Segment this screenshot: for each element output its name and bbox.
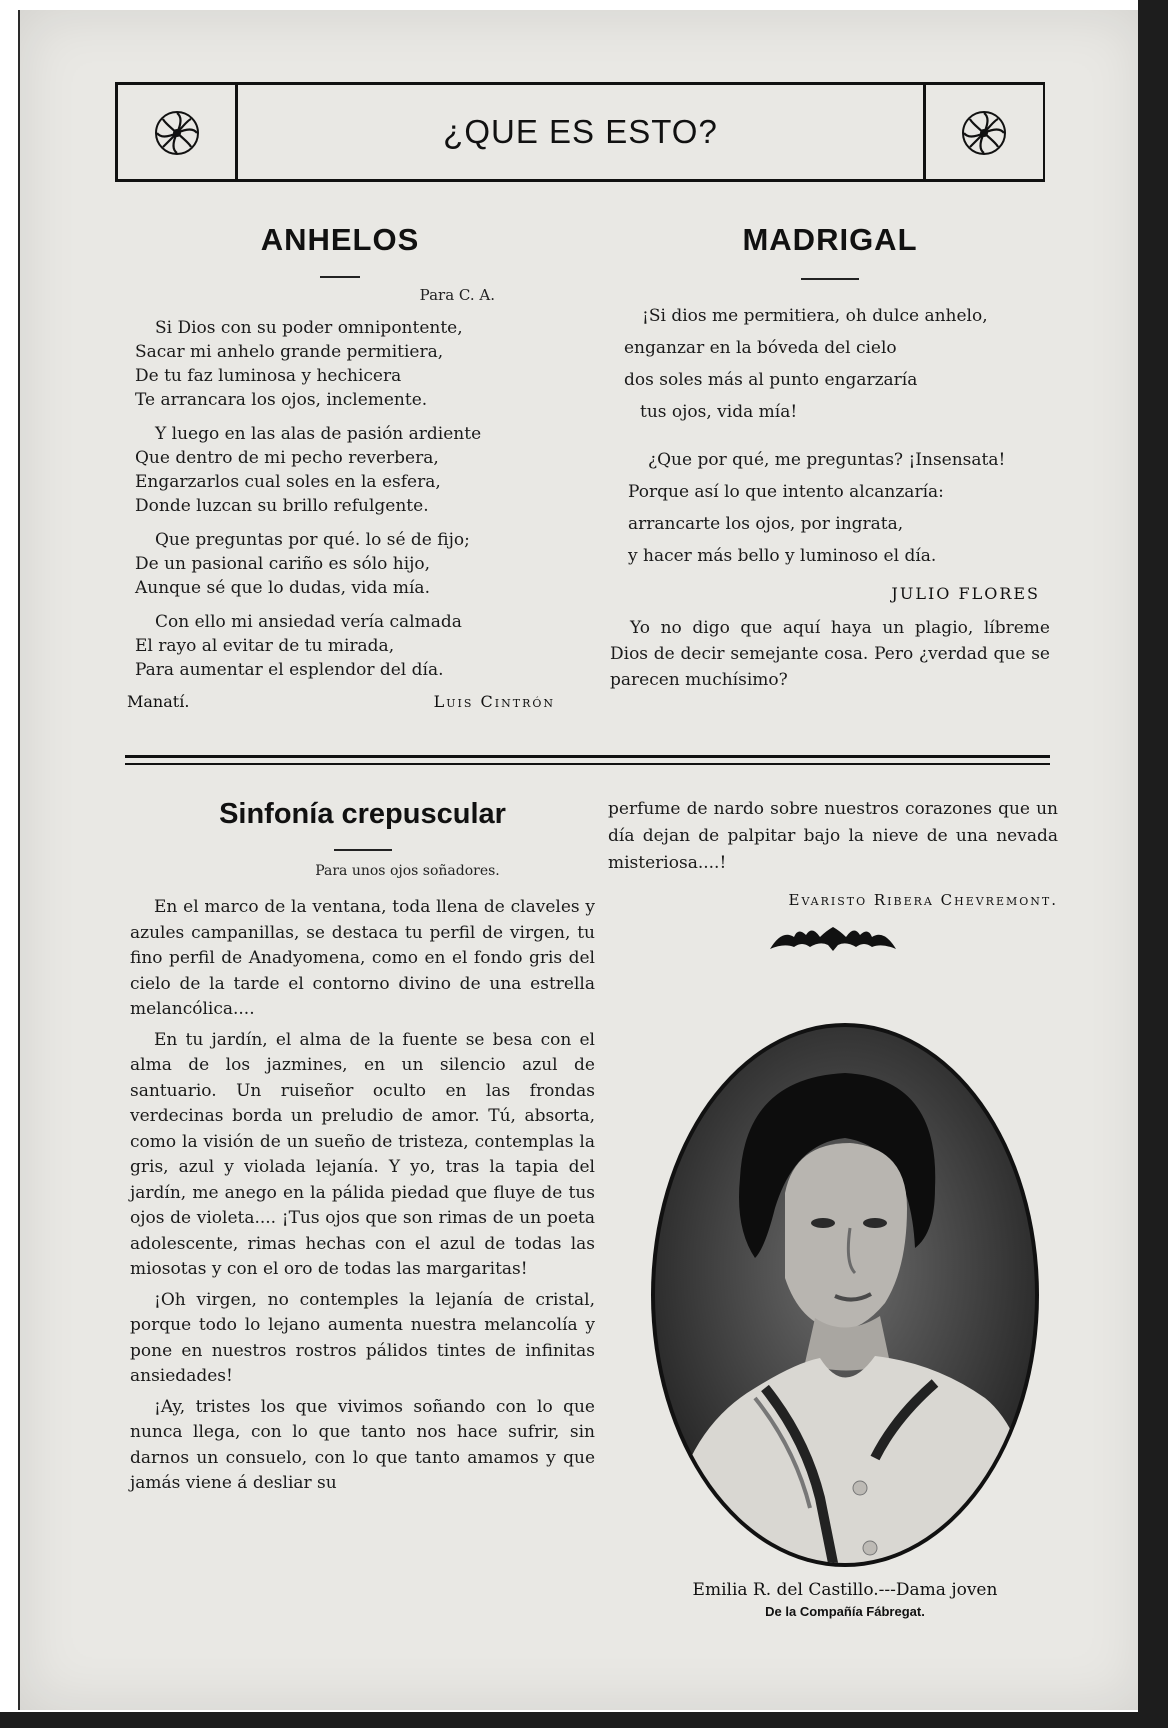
verse-line: De tu faz luminosa y hechicera xyxy=(135,366,402,386)
portrait-captions xyxy=(620,1580,1070,1619)
stanza xyxy=(135,610,555,682)
header-divider-right xyxy=(923,85,926,179)
portrait-subcaption: De la Compañía Fábregat. xyxy=(765,1604,925,1619)
header-title: ¿QUE ES ESTO? xyxy=(443,113,718,150)
author-signature: Luis Cintrón xyxy=(433,692,555,711)
author-signature: JULIO FLORES xyxy=(891,584,1040,603)
editorial-note: Yo no digo que aquí haya un plagio, líbreme Dios de decir semejante cosa. Pero ¿verdad que se parecen muchísimo? xyxy=(610,618,1050,690)
article-body xyxy=(130,895,595,1497)
verse-line: Porque así lo que intento alcanzaría: xyxy=(628,482,944,502)
poem-title: MADRIGAL xyxy=(742,222,918,257)
verse-line: Que dentro de mi pecho reverbera, xyxy=(135,448,439,468)
verse-line: Engarzarlos cual soles en la esfera, xyxy=(135,472,441,492)
title-rule xyxy=(801,278,859,280)
verse-line: ¿Que por qué, me preguntas? ¡Insensata! xyxy=(648,450,1006,470)
verse-line: Y luego en las alas de pasión ardiente xyxy=(155,424,482,444)
place: Manatí. xyxy=(127,692,190,711)
verse-line: Si Dios con su poder omnipontente, xyxy=(155,318,463,338)
article-sinfonia xyxy=(130,798,595,1497)
dedication: Para C. A. xyxy=(419,286,495,304)
verse-line: El rayo al evitar de tu mirada, xyxy=(135,636,395,656)
verse-line: arrancarte los ojos, por ingrata, xyxy=(628,514,904,534)
stanza xyxy=(610,444,1050,572)
verse-line: Te arrancara los ojos, inclemente. xyxy=(135,390,428,410)
stanza xyxy=(135,316,555,412)
paragraph: ¡Oh virgen, no contemples la lejanía de cristal, porque todo lo lejano aumenta nuestra melancolía y pone en nuestros rostros pálidos tintes de infinitas ansiedades! xyxy=(130,1289,595,1386)
verse-line: enganzar en la bóveda del cielo xyxy=(624,338,897,358)
portrait-caption: Emilia R. del Castillo.---Dama joven xyxy=(692,1580,998,1600)
paragraph: En tu jardín, el alma de la fuente se besa con el alma de los jazmines, en un silencio azul de santuario. Un ruiseñor oculto en las frondas verdecinas borda un preludio de amor. Tú, absorta, como la visión de un sueño de tristeza, contemplas la gris, azul y violada lejanía. Y yo, tras la tapia del jardín, me anego en la pálida piedad que fluye de tus ojos de violeta.... ¡Tus ojos que son rimas de un poeta adolescente, rimas hechas con el azul de todas las miosotas y con el oro de todas las margaritas! xyxy=(130,1029,595,1279)
verse-line: Que preguntas por qué. lo sé de fijo; xyxy=(155,530,470,550)
title-rule xyxy=(334,849,392,851)
poem-madrigal xyxy=(610,222,1050,693)
poem-body xyxy=(610,300,1050,572)
article-title: Sinfonía crepuscular xyxy=(219,798,506,830)
verse-line: Donde luzcan su brillo refulgente. xyxy=(135,496,429,516)
paragraph: En el marco de la ventana, toda llena de claveles y azules campanillas, se destaca tu perfil de virgen, tu fino perfil de Anadyomena, como en el fondo gris del cielo de la tarde el contorno divino de una estrella melancólica.... xyxy=(130,897,595,1019)
dedication: Para unos ojos soñadores. xyxy=(315,863,500,879)
verse-line: y hacer más bello y luminoso el día. xyxy=(628,546,937,566)
scan-border-bottom xyxy=(0,1712,1168,1728)
verse-line: Con ello mi ansiedad vería calmada xyxy=(155,612,462,632)
poem-body xyxy=(125,316,555,682)
stanza xyxy=(135,528,555,600)
verse-line: Sacar mi anhelo grande permitiera, xyxy=(135,342,444,362)
verse-line: tus ojos, vida mía! xyxy=(640,402,798,422)
author-signature: Evaristo Ribera Chevremont. xyxy=(788,891,1058,909)
stanza xyxy=(135,422,555,518)
section-divider xyxy=(125,755,1050,758)
paragraph: ¡Ay, tristes los que vivimos soñando con lo que nunca llega, con lo que tanto nos hace sufrir, sin darnos un consuelo, con lo que tanto amamos y que jamás viene á desliar su xyxy=(130,1396,595,1493)
section-divider xyxy=(125,763,1050,765)
verse-line: De un pasional cariño es sólo hijo, xyxy=(135,554,431,574)
verse-line: dos soles más al punto engarzaría xyxy=(624,370,918,390)
verse-line: Para aumentar el esplendor del día. xyxy=(135,660,444,680)
poem-title: ANHELOS xyxy=(260,222,420,257)
verse-line: Aunque sé que lo dudas, vida mía. xyxy=(135,578,430,598)
title-rule xyxy=(320,276,360,278)
continuation-text: perfume de nardo sobre nuestros corazones que un día dejan de palpitar bajo la nieve de una nevada misteriosa....! xyxy=(608,799,1058,873)
portrait-photo xyxy=(645,1018,1045,1573)
article-continuation xyxy=(608,796,1058,953)
section-header xyxy=(115,82,1045,182)
scan-border-right xyxy=(1138,0,1168,1728)
rosette-ornament-icon xyxy=(154,110,200,156)
poem-anhelos xyxy=(125,222,555,718)
rosette-ornament-icon xyxy=(961,110,1007,156)
bat-ornament-icon xyxy=(768,923,898,953)
verse-line: ¡Si dios me permitiera, oh dulce anhelo, xyxy=(642,306,988,326)
portrait-frame xyxy=(645,1018,1045,1573)
poem-footer xyxy=(125,692,555,718)
stanza xyxy=(610,300,1050,428)
